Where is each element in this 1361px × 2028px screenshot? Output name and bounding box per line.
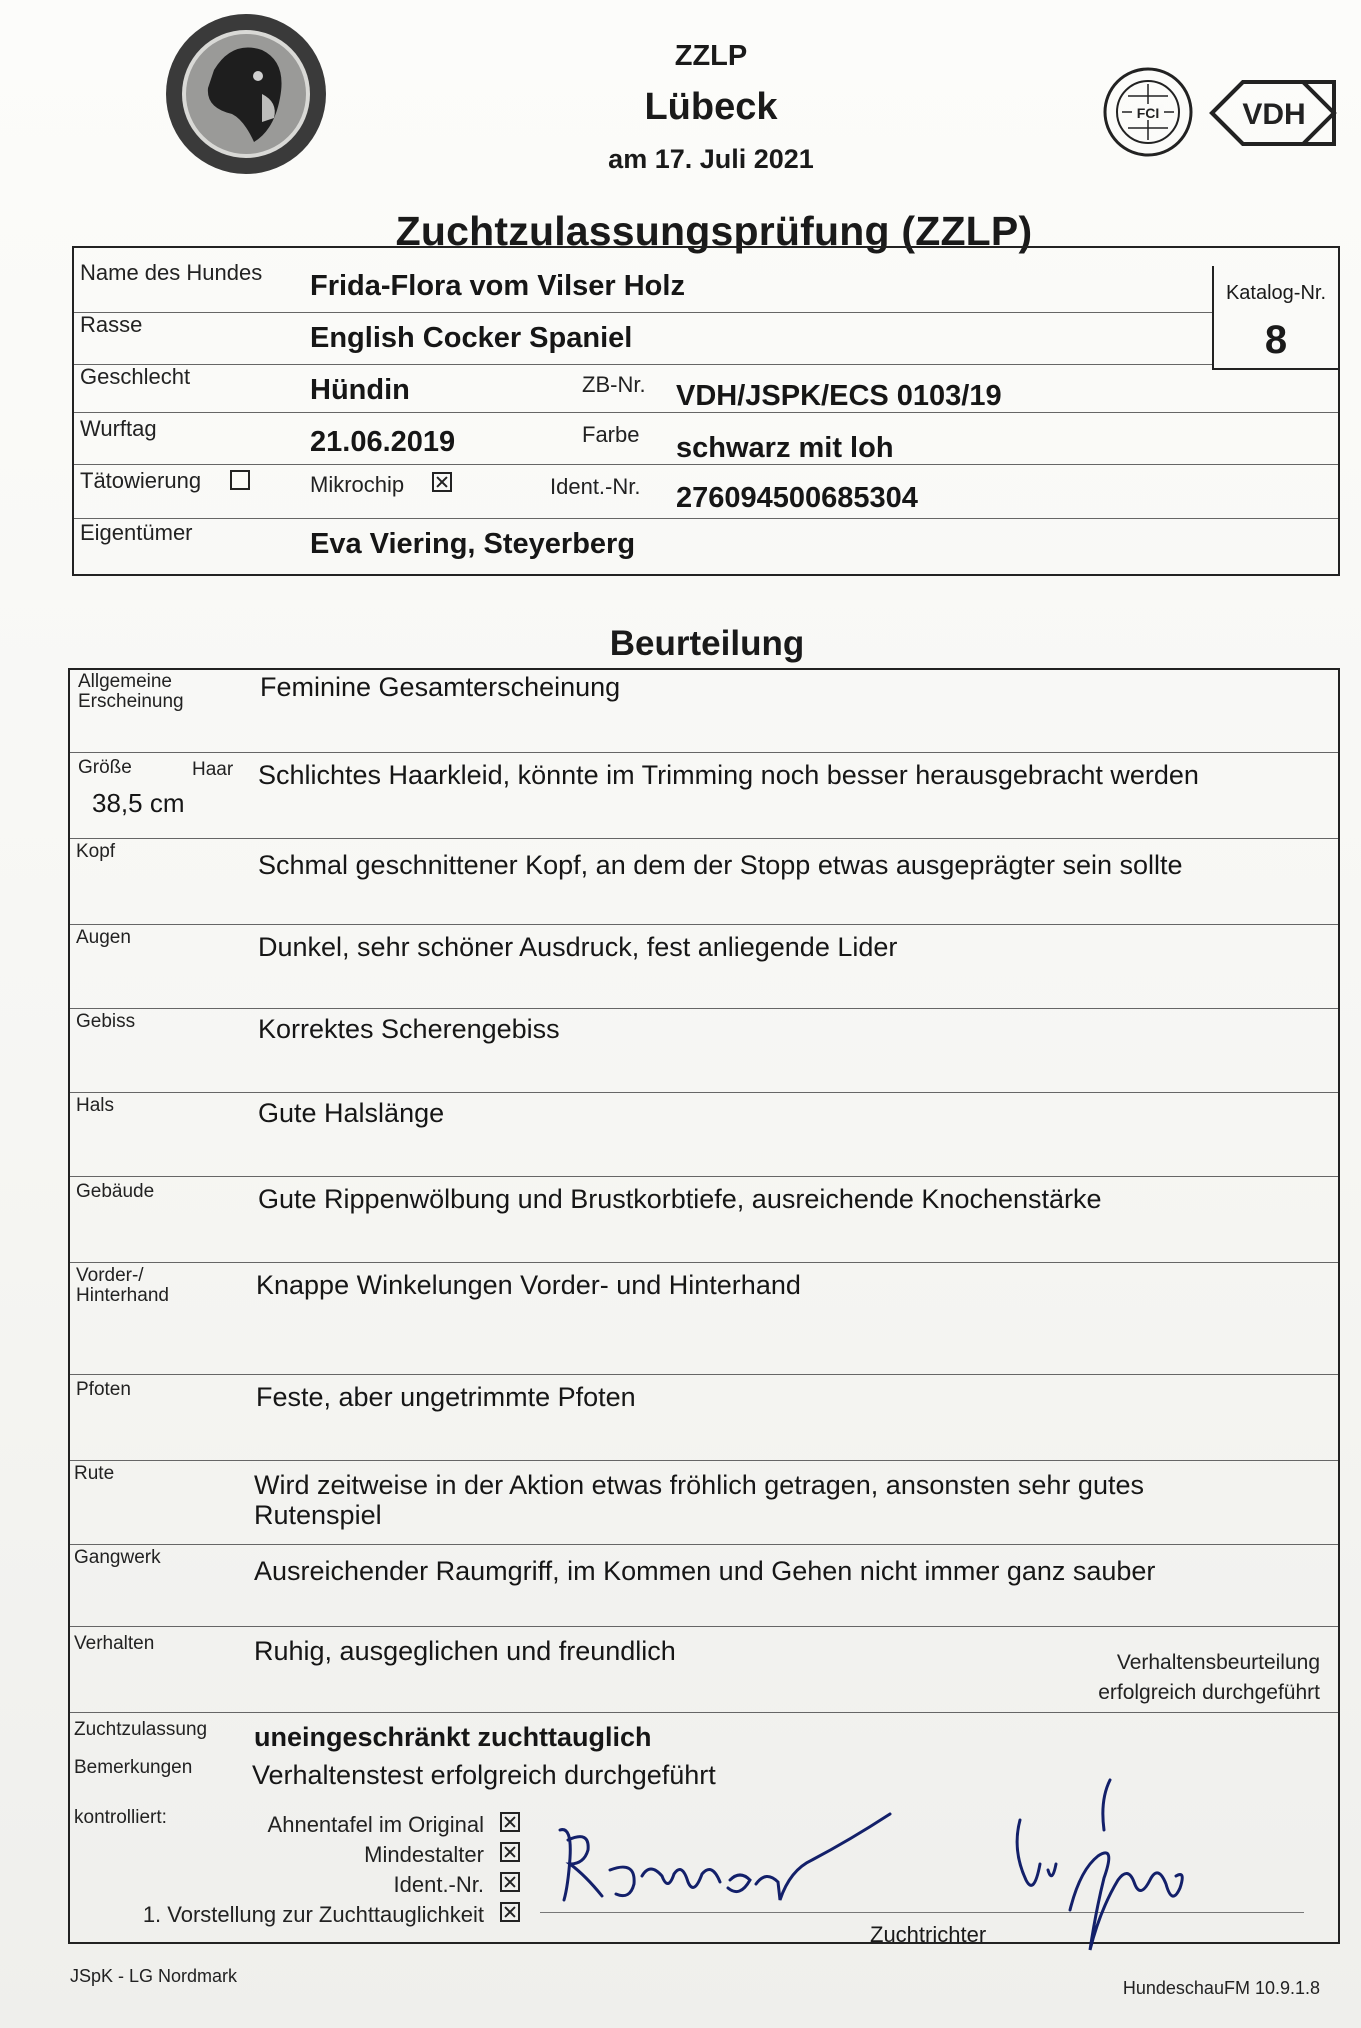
gangwerk-value: Ausreichender Raumgriff, im Kommen und Gehen nicht immer ganz sauber xyxy=(254,1556,1156,1586)
signature-1-icon xyxy=(550,1800,910,1920)
header-date: am 17. Juli 2021 xyxy=(608,144,814,174)
hals-label: Hals xyxy=(76,1095,115,1116)
header-event: ZZLP xyxy=(674,40,748,72)
zuchtrichter-label: Zuchtrichter xyxy=(870,1922,987,1947)
katalog-number: 8 xyxy=(1264,318,1288,362)
footer-left: JSpK - LG Nordmark xyxy=(70,1966,238,1986)
rute-label: Rute xyxy=(74,1463,115,1484)
zuchtzulassung-label: Zuchtzulassung xyxy=(74,1719,208,1740)
geschlecht-label: Geschlecht xyxy=(80,364,191,389)
divider xyxy=(74,364,1212,365)
divider xyxy=(74,312,1212,313)
divider xyxy=(70,924,1338,925)
kontrolliert-checkbox xyxy=(500,1842,520,1862)
farbe-label: Farbe xyxy=(582,422,640,447)
divider xyxy=(70,1626,1338,1627)
divider xyxy=(70,1262,1338,1263)
kopf-value: Schmal geschnittener Kopf, an dem der Stopp etwas ausgeprägter sein sollte xyxy=(258,850,1183,880)
wurftag-label: Wurftag xyxy=(80,416,157,441)
kontrolliert-item: Ident.-Nr. xyxy=(393,1872,484,1897)
verhalten-label: Verhalten xyxy=(74,1633,155,1654)
zb-number: VDH/JSPK/ECS 0103/19 xyxy=(676,380,1002,412)
bemerkungen-label: Bemerkungen xyxy=(74,1757,193,1778)
augen-value: Dunkel, sehr schöner Ausdruck, fest anliegende Lider xyxy=(258,932,898,962)
verhalten-value: Ruhig, ausgeglichen und freundlich xyxy=(254,1636,676,1666)
bemerkungen-value: Verhaltenstest erfolgreich durchgeführt xyxy=(252,1760,716,1790)
dog-name: Frida-Flora vom Vilser Holz xyxy=(310,270,685,302)
rasse-label: Rasse xyxy=(80,312,143,337)
hals-value: Gute Halslänge xyxy=(258,1098,445,1128)
groesse-value: 38,5 cm xyxy=(92,788,185,818)
header-city: Lübeck xyxy=(644,86,778,128)
signature-2-icon xyxy=(1000,1760,1220,1970)
kontrolliert-checkbox xyxy=(500,1812,520,1832)
dog-sex: Hündin xyxy=(310,374,410,406)
haar-label: Haar xyxy=(192,759,234,780)
gangwerk-label: Gangwerk xyxy=(74,1547,161,1568)
divider xyxy=(70,1374,1338,1375)
gebaeude-label: Gebäude xyxy=(76,1181,155,1202)
kopf-label: Kopf xyxy=(76,841,116,862)
divider xyxy=(70,1176,1338,1177)
divider xyxy=(70,1008,1338,1009)
haar-value: Schlichtes Haarkleid, könnte im Trimming noch besser herausgebracht werden xyxy=(258,760,1199,790)
birth-date: 21.06.2019 xyxy=(310,426,456,458)
mikrochip-label: Mikrochip xyxy=(310,472,405,497)
kontrolliert-label: kontrolliert: xyxy=(74,1807,167,1828)
kontrolliert-item: Mindestalter xyxy=(364,1842,484,1867)
gebaeude-value: Gute Rippenwölbung und Brustkorbtiefe, ausreichende Knochenstärke xyxy=(258,1184,1102,1214)
taetowierung-checkbox xyxy=(230,470,250,490)
divider xyxy=(70,1460,1338,1461)
divider xyxy=(74,518,1338,519)
rute-value: Wird zeitweise in der Aktion etwas fröhlich getragen, ansonsten sehr gutes Rutenspiel xyxy=(254,1470,1144,1530)
augen-label: Augen xyxy=(76,927,131,948)
verhaltensbeurteilung-note: Verhaltensbeurteilung erfolgreich durchgeführt xyxy=(1098,1651,1320,1704)
taetowierung-label: Tätowierung xyxy=(80,468,202,493)
divider xyxy=(70,1712,1338,1713)
divider xyxy=(70,752,1338,753)
vorder-label: Vorder-/ Hinterhand xyxy=(76,1265,169,1306)
gebiss-label: Gebiss xyxy=(76,1011,136,1032)
eigentuemer-label: Eigentümer xyxy=(80,520,193,545)
vorder-value: Knappe Winkelungen Vorder- und Hinterhand xyxy=(256,1270,801,1300)
kontrolliert-item: 1. Vorstellung zur Zuchttauglichkeit xyxy=(142,1902,484,1927)
kontrolliert-checkbox xyxy=(500,1872,520,1892)
divider xyxy=(70,1092,1338,1093)
pfoten-value: Feste, aber ungetrimmte Pfoten xyxy=(256,1382,636,1412)
ident-number: 276094500685304 xyxy=(676,482,918,514)
mikrochip-checkbox xyxy=(432,472,452,492)
divider xyxy=(70,838,1338,839)
pfoten-label: Pfoten xyxy=(76,1379,131,1400)
allgemein-label: Allgemeine Erscheinung xyxy=(78,671,184,712)
kontrolliert-checkbox xyxy=(500,1902,520,1922)
zb-label: ZB-Nr. xyxy=(582,372,646,397)
footer-right: HundeschauFM 10.9.1.8 xyxy=(1122,1978,1320,1998)
katalog-label: Katalog-Nr. xyxy=(1225,282,1327,304)
zuchtzulassung-value: uneingeschränkt zuchttauglich xyxy=(254,1722,652,1752)
kontrolliert-item: Ahnentafel im Original xyxy=(267,1812,484,1837)
name-label: Name des Hundes xyxy=(80,260,263,285)
svg-text:VDH: VDH xyxy=(1242,98,1306,131)
owner: Eva Viering, Steyerberg xyxy=(310,528,636,560)
page-title: Zuchtzulassungsprüfung (ZZLP) xyxy=(395,208,1033,254)
section-title: Beurteilung xyxy=(609,624,805,663)
gebiss-value: Korrektes Scherengebiss xyxy=(258,1014,560,1044)
dog-breed: English Cocker Spaniel xyxy=(310,322,633,354)
svg-text:FCI: FCI xyxy=(1136,105,1160,121)
ident-label: Ident.-Nr. xyxy=(550,474,641,499)
allgemein-value: Feminine Gesamterscheinung xyxy=(260,672,621,702)
dog-color: schwarz mit loh xyxy=(676,432,894,464)
groesse-label: Größe xyxy=(78,757,132,778)
divider xyxy=(70,1544,1338,1545)
